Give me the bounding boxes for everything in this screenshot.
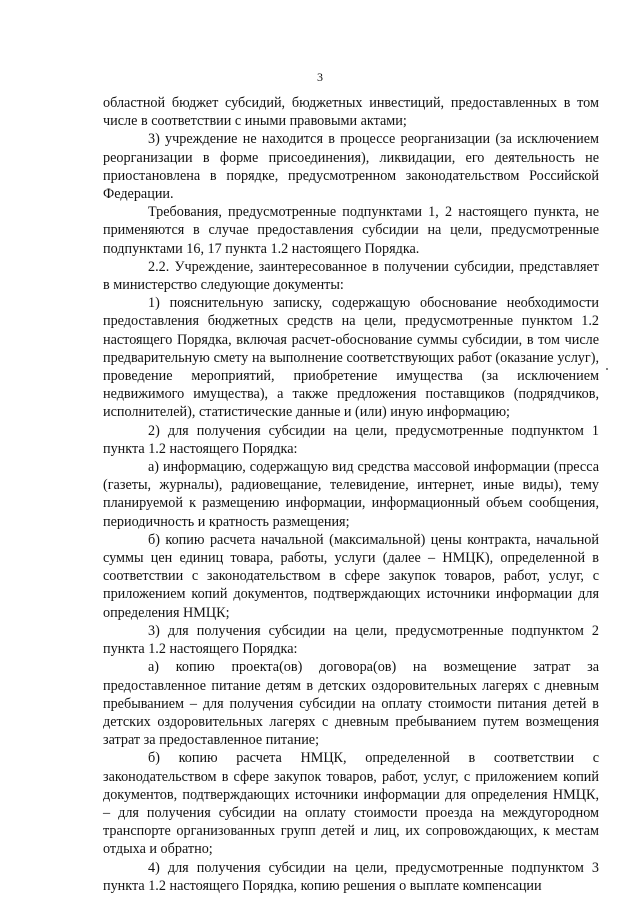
page-number: 3 [317,70,323,84]
paragraph: 1) пояснительную записку, содержащую обоснование необходимости предоставления бюджетных средств на цели, предусмотренные пунктом 1.2 настоящего Порядка, включая расчет-обоснование суммы субсидии, в том числе предварительную смету на выполнение соответствующих работ (оказание услуг), проведение мероприятий, приобретение имущества (за исключением недвижимого имущества), а также предложения поставщиков (подрядчиков, исполнителей), статистические данные и (или) иную информацию; [103,295,599,421]
document-body [103,94,599,895]
paragraph: а) копию проекта(ов) договора(ов) на возмещение затрат за предоставленное питание детям в детских оздоровительных лагерях с дневным пребыванием – для получения субсидии на оплату стоимости питания детей в детских оздоровительных лагерях с дневным пребыванием путем возмещения затрат за предоставленное питание; [103,659,599,749]
paragraph: б) копию расчета начальной (максимальной) цены контракта, начальной суммы цен единиц товара, работы, услуги (далее – НМЦК), определенной в соответствии с законодательством в сфере закупок товаров, работ, услуг, с приложением копий документов, подтверждающих источники информации для определения НМЦК; [103,531,599,621]
paragraph: Требования, предусмотренные подпунктами 1, 2 настоящего пункта, не применяются в случае предоставления субсидии на цели, предусмотренные подпунктами 16, 17 пункта 1.2 настоящего Порядка. [103,204,599,257]
paragraph: областной бюджет субсидий, бюджетных инвестиций, предоставленных в том числе в соответствии с иными правовыми актами; [103,95,599,130]
paragraph: 2.2. Учреждение, заинтересованное в получении субсидии, представляет в министерство следующие документы: [103,258,599,294]
scan-speck [606,368,608,370]
paragraph: б) копию расчета НМЦК, определенной в соответствии с законодательством в сфере закупок товаров, работ, услуг, с приложением копий документов, подтверждающих источники информации для определения НМЦК, – для получения субсидии на оплату стоимости проезда на междугородном транспорте организованных групп детей и лиц, их сопровождающих, к местам отдыха и обратно; [103,750,599,858]
paragraph: а) информацию, содержащую вид средства массовой информации (пресса (газеты, журналы), радиовещание, телевидение, интернет, иные виды), тему планируемой к размещению информации, информационный объем сообщения, периодичность и кратность размещения; [103,459,599,530]
paragraph: 3) учреждение не находится в процессе реорганизации (за исключением реорганизации в форме присоединения), ликвидации, его деятельность не приостановлена в порядке, предусмотренном законодательством Российской Федерации. [103,131,599,203]
paragraph: 2) для получения субсидии на цели, предусмотренные подпунктом 1 пункта 1.2 настоящего Порядка: [103,422,599,457]
paragraph: 3) для получения субсидии на цели, предусмотренные подпунктом 2 пункта 1.2 настоящего Порядка: [103,622,599,658]
paragraph: 4) для получения субсидии на цели, предусмотренные подпунктом 3 пункта 1.2 настоящего Порядка, копию решения о выплате компенсации [103,859,599,894]
